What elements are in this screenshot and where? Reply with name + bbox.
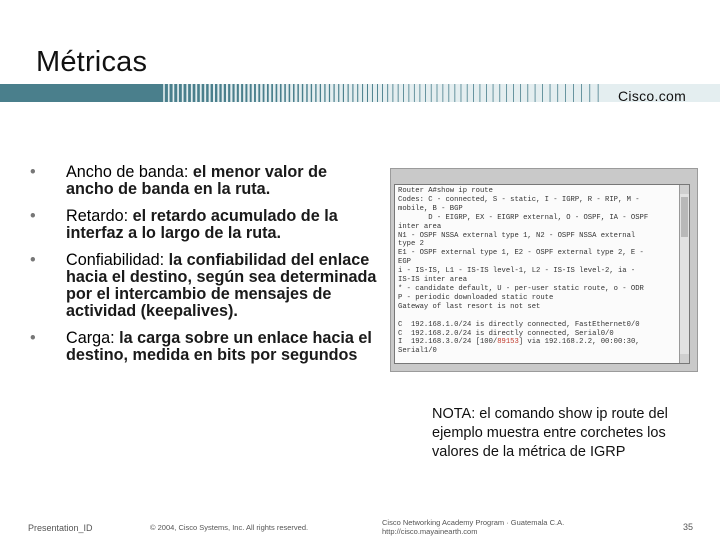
router-output-line: IS-IS inter area xyxy=(398,276,468,285)
router-output-line: C 192.168.1.0/24 is directly connected, FastEthernet0/0 xyxy=(398,320,640,329)
note-text: NOTA: el comando show ip route del ejemplo muestra entre corchetes los valores de la métrica de IGRP xyxy=(432,406,668,460)
router-output-line: N1 - OSPF NSSA external type 1, N2 - OSPF NSSA external xyxy=(398,231,636,240)
scrollbar[interactable] xyxy=(679,185,689,363)
cisco-logo: Cisco.com xyxy=(618,88,687,104)
scroll-down-arrow-icon[interactable] xyxy=(680,354,689,363)
router-output-line: Gateway of last resort is not set xyxy=(398,302,541,311)
page-number: 35 xyxy=(683,522,694,532)
footer-academy-url: http://cisco.mayainearth.com xyxy=(382,527,478,536)
bullet-dot-icon: • xyxy=(30,329,36,347)
router-output-line: Serial1/0 xyxy=(398,347,437,356)
header-bar xyxy=(0,84,720,102)
bullet-list xyxy=(28,164,378,374)
bullet-dot-icon: • xyxy=(30,163,36,181)
bullet-dot-icon: • xyxy=(30,207,36,225)
footer-academy xyxy=(382,518,564,536)
footer-academy-line: Cisco Networking Academy Program · Guatemala C.A. xyxy=(382,518,565,527)
router-output-line: mobile, B - BGP xyxy=(398,204,463,213)
footer-presentation-id: Presentation_ID xyxy=(28,523,93,533)
igrp-metric-value: 89153 xyxy=(497,338,519,347)
router-output-line: Router A#show ip route xyxy=(398,187,493,195)
router-output-line: E1 - OSPF external type 1, E2 - OSPF external type 2, E - xyxy=(398,249,644,258)
bullet-item: • Carga: la carga sobre un enlace hacia el destino, medida en bits por segundos xyxy=(30,329,372,364)
router-output-line: Codes: C - connected, S - static, I - IGRP, R - RIP, M - xyxy=(398,195,640,204)
router-output-screenshot xyxy=(394,184,690,364)
bullet-item: • Confiabilidad: la confiabilidad del enlace hacia el destino, según sea determinada por el intercambio de mensajes de actividad (keepalives). xyxy=(30,251,377,320)
router-output-line: C 192.168.2.0/24 is directly connected, Serial0/0 xyxy=(398,329,614,338)
router-output-line: * - candidate default, U - per-user static route, o - ODR xyxy=(398,284,644,293)
bullet-item: • Retardo: el retardo acumulado de la interfaz a lo largo de la ruta. xyxy=(30,207,338,242)
router-output-line: inter area xyxy=(398,222,442,231)
scroll-up-arrow-icon[interactable] xyxy=(680,185,689,194)
router-output-text xyxy=(398,187,674,356)
router-output-line: I 192.168.3.0/24 [100/89153] via 192.168.2.2, 00:00:30, xyxy=(398,338,640,347)
router-output-line: P - periodic downloaded static route xyxy=(398,293,554,302)
router-output-line: type 2 xyxy=(398,240,424,249)
scroll-thumb[interactable] xyxy=(681,197,688,237)
bullet-item: • Ancho de banda: el menor valor de ancho de banda en la ruta. xyxy=(30,163,327,198)
slide-title: Métricas xyxy=(36,46,148,78)
router-output-line xyxy=(398,312,674,321)
router-output-line: i - IS-IS, L1 - IS-IS level-1, L2 - IS-IS level-2, ia - xyxy=(398,267,636,276)
router-output-line: EGP xyxy=(398,258,411,267)
router-output-line: D - EIGRP, EX - EIGRP external, O - OSPF, IA - OSPF xyxy=(398,213,649,222)
footer-copyright: © 2004, Cisco Systems, Inc. All rights reserved. xyxy=(150,523,309,532)
bullet-dot-icon: • xyxy=(30,251,36,269)
